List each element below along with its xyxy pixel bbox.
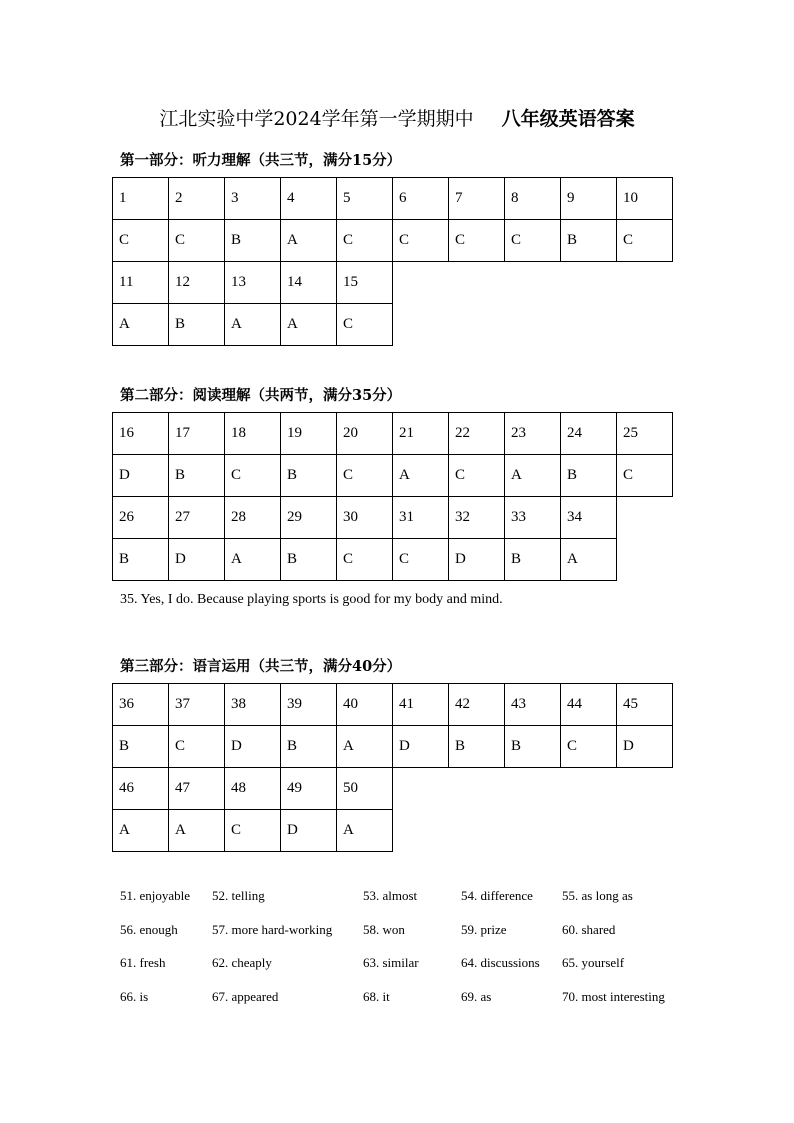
title-grade-subject: 八年级英语答案 xyxy=(501,108,635,130)
answer-cell: C xyxy=(393,220,449,262)
fill-answer: 57. more hard-working xyxy=(212,921,333,937)
answer-cell: D xyxy=(225,726,281,768)
question-number-cell: 36 xyxy=(113,684,169,726)
fill-row xyxy=(120,989,700,1023)
question-number-cell: 16 xyxy=(113,413,169,455)
answer-cell: B xyxy=(449,726,505,768)
answer-cell: B xyxy=(225,220,281,262)
table-row xyxy=(113,539,673,581)
answer-cell: D xyxy=(113,455,169,497)
fill-row xyxy=(120,955,700,989)
answer-cell: C xyxy=(393,539,449,581)
answer-cell: C xyxy=(113,220,169,262)
part2-heading: 第二部分：阅读理解（共两节，满分35分） xyxy=(120,387,402,404)
question-number-cell: 33 xyxy=(505,497,561,539)
table-row xyxy=(113,178,673,220)
answer-cell: A xyxy=(561,539,617,581)
fill-in-answers xyxy=(120,888,700,1022)
answer-cell: C xyxy=(449,455,505,497)
table-row xyxy=(113,220,673,262)
fill-answer: 51. enjoyable xyxy=(120,888,191,903)
answer-cell: B xyxy=(561,220,617,262)
answer-cell: C xyxy=(225,810,281,852)
fill-answer: 54. difference xyxy=(461,888,533,903)
answer-cell: A xyxy=(113,304,169,346)
answer-cell: C xyxy=(169,220,225,262)
question-number-cell: 21 xyxy=(393,413,449,455)
question-number-cell: 7 xyxy=(449,178,505,220)
question-number-cell: 45 xyxy=(617,684,673,726)
answer-cell: A xyxy=(113,810,169,852)
answer-cell: A xyxy=(225,539,281,581)
question-number-cell: 1 xyxy=(113,178,169,220)
empty-cell xyxy=(561,262,617,304)
answer-cell: D xyxy=(281,810,337,852)
answer-cell: C xyxy=(505,220,561,262)
fill-answer: 66. is xyxy=(120,988,149,1004)
answer-cell: B xyxy=(505,539,561,581)
page-title xyxy=(0,104,794,131)
fill-answer: 67. appeared xyxy=(212,988,279,1004)
empty-cell xyxy=(561,304,617,346)
empty-cell xyxy=(617,304,673,346)
question-number-cell: 22 xyxy=(449,413,505,455)
fill-answer: 64. discussions xyxy=(461,955,540,970)
question-number-cell: 12 xyxy=(169,262,225,304)
question-number-cell: 47 xyxy=(169,768,225,810)
q35-answer: 35. Yes, I do. Because playing sports is good for my body and mind. xyxy=(120,592,503,607)
table-row xyxy=(113,684,673,726)
question-number-cell: 25 xyxy=(617,413,673,455)
part3-heading: 第三部分：语言运用（共三节，满分40分） xyxy=(120,658,402,675)
question-number-cell: 10 xyxy=(617,178,673,220)
fill-answer: 59. prize xyxy=(461,921,507,937)
question-number-cell: 14 xyxy=(281,262,337,304)
empty-cell xyxy=(505,304,561,346)
fill-answer: 52. telling xyxy=(212,888,265,903)
answer-cell: B xyxy=(113,539,169,581)
answer-cell: D xyxy=(169,539,225,581)
question-number-cell: 32 xyxy=(449,497,505,539)
fill-answer: 58. won xyxy=(363,921,405,937)
answer-cell: A xyxy=(393,455,449,497)
question-number-cell: 29 xyxy=(281,497,337,539)
fill-row xyxy=(120,922,700,956)
empty-cell xyxy=(617,262,673,304)
answer-cell: B xyxy=(169,304,225,346)
question-number-cell: 39 xyxy=(281,684,337,726)
fill-answer: 53. almost xyxy=(363,888,418,903)
question-number-cell: 48 xyxy=(225,768,281,810)
question-number-cell: 31 xyxy=(393,497,449,539)
table-row xyxy=(113,810,673,852)
answer-cell: B xyxy=(281,539,337,581)
table-row xyxy=(113,455,673,497)
answer-cell: B xyxy=(281,726,337,768)
question-number-cell: 40 xyxy=(337,684,393,726)
answer-cell: B xyxy=(113,726,169,768)
table-row xyxy=(113,497,673,539)
question-number-cell: 19 xyxy=(281,413,337,455)
answer-cell: A xyxy=(281,220,337,262)
title-school-term: 江北实验中学2024学年第一学期期中 xyxy=(159,108,474,130)
answer-cell: C xyxy=(169,726,225,768)
question-number-cell: 43 xyxy=(505,684,561,726)
question-number-cell: 44 xyxy=(561,684,617,726)
question-number-cell: 18 xyxy=(225,413,281,455)
empty-cell xyxy=(617,768,673,810)
answer-cell: B xyxy=(561,455,617,497)
question-number-cell: 34 xyxy=(561,497,617,539)
answer-cell: D xyxy=(393,726,449,768)
empty-cell xyxy=(393,304,449,346)
answer-cell: A xyxy=(505,455,561,497)
empty-cell xyxy=(505,262,561,304)
answer-cell: D xyxy=(449,539,505,581)
answer-cell: C xyxy=(337,220,393,262)
answer-cell: C xyxy=(617,220,673,262)
answer-cell: C xyxy=(617,455,673,497)
question-number-cell: 3 xyxy=(225,178,281,220)
fill-answer: 62. cheaply xyxy=(212,955,272,970)
answer-cell: D xyxy=(617,726,673,768)
empty-cell xyxy=(393,768,449,810)
fill-row xyxy=(120,888,700,922)
answer-cell: A xyxy=(169,810,225,852)
question-number-cell: 11 xyxy=(113,262,169,304)
empty-cell xyxy=(449,262,505,304)
question-number-cell: 41 xyxy=(393,684,449,726)
fill-answer: 61. fresh xyxy=(120,955,166,970)
question-number-cell: 15 xyxy=(337,262,393,304)
answer-cell: C xyxy=(337,304,393,346)
answer-cell: C xyxy=(225,455,281,497)
answer-cell: B xyxy=(505,726,561,768)
empty-cell xyxy=(617,539,673,581)
question-number-cell: 42 xyxy=(449,684,505,726)
fill-answer: 70. most interesting xyxy=(562,988,665,1004)
empty-cell xyxy=(449,768,505,810)
answer-cell: B xyxy=(281,455,337,497)
question-number-cell: 20 xyxy=(337,413,393,455)
question-number-cell: 38 xyxy=(225,684,281,726)
question-number-cell: 24 xyxy=(561,413,617,455)
answer-cell: A xyxy=(281,304,337,346)
table-row xyxy=(113,768,673,810)
empty-cell xyxy=(505,768,561,810)
question-number-cell: 37 xyxy=(169,684,225,726)
question-number-cell: 23 xyxy=(505,413,561,455)
empty-cell xyxy=(449,810,505,852)
empty-cell xyxy=(449,304,505,346)
answer-cell: A xyxy=(225,304,281,346)
fill-answer: 69. as xyxy=(461,988,492,1004)
empty-cell xyxy=(561,810,617,852)
question-number-cell: 26 xyxy=(113,497,169,539)
answer-cell: C xyxy=(337,539,393,581)
answer-cell: C xyxy=(337,455,393,497)
answer-cell: A xyxy=(337,726,393,768)
question-number-cell: 2 xyxy=(169,178,225,220)
empty-cell xyxy=(561,768,617,810)
empty-cell xyxy=(393,262,449,304)
table-row xyxy=(113,413,673,455)
empty-cell xyxy=(617,810,673,852)
fill-answer: 63. similar xyxy=(363,955,419,970)
question-number-cell: 5 xyxy=(337,178,393,220)
answer-cell: C xyxy=(449,220,505,262)
table-row xyxy=(113,726,673,768)
question-number-cell: 17 xyxy=(169,413,225,455)
question-number-cell: 30 xyxy=(337,497,393,539)
question-number-cell: 46 xyxy=(113,768,169,810)
question-number-cell: 27 xyxy=(169,497,225,539)
question-number-cell: 4 xyxy=(281,178,337,220)
empty-cell xyxy=(505,810,561,852)
fill-answer: 65. yourself xyxy=(562,955,625,970)
part3-answer-table xyxy=(112,683,673,852)
table-row xyxy=(113,304,673,346)
question-number-cell: 13 xyxy=(225,262,281,304)
part1-answer-table xyxy=(112,177,673,346)
fill-answer: 68. it xyxy=(363,988,390,1004)
empty-cell xyxy=(393,810,449,852)
part1-heading: 第一部分：听力理解（共三节，满分15分） xyxy=(120,152,402,169)
question-number-cell: 8 xyxy=(505,178,561,220)
fill-answer: 56. enough xyxy=(120,921,178,937)
question-number-cell: 50 xyxy=(337,768,393,810)
question-number-cell: 6 xyxy=(393,178,449,220)
empty-cell xyxy=(617,497,673,539)
question-number-cell: 49 xyxy=(281,768,337,810)
fill-answer: 55. as long as xyxy=(562,888,633,903)
answer-cell: C xyxy=(561,726,617,768)
question-number-cell: 9 xyxy=(561,178,617,220)
answer-cell: A xyxy=(337,810,393,852)
table-row xyxy=(113,262,673,304)
answer-cell: B xyxy=(169,455,225,497)
question-number-cell: 28 xyxy=(225,497,281,539)
fill-answer: 60. shared xyxy=(562,921,616,937)
part2-answer-table xyxy=(112,412,673,581)
